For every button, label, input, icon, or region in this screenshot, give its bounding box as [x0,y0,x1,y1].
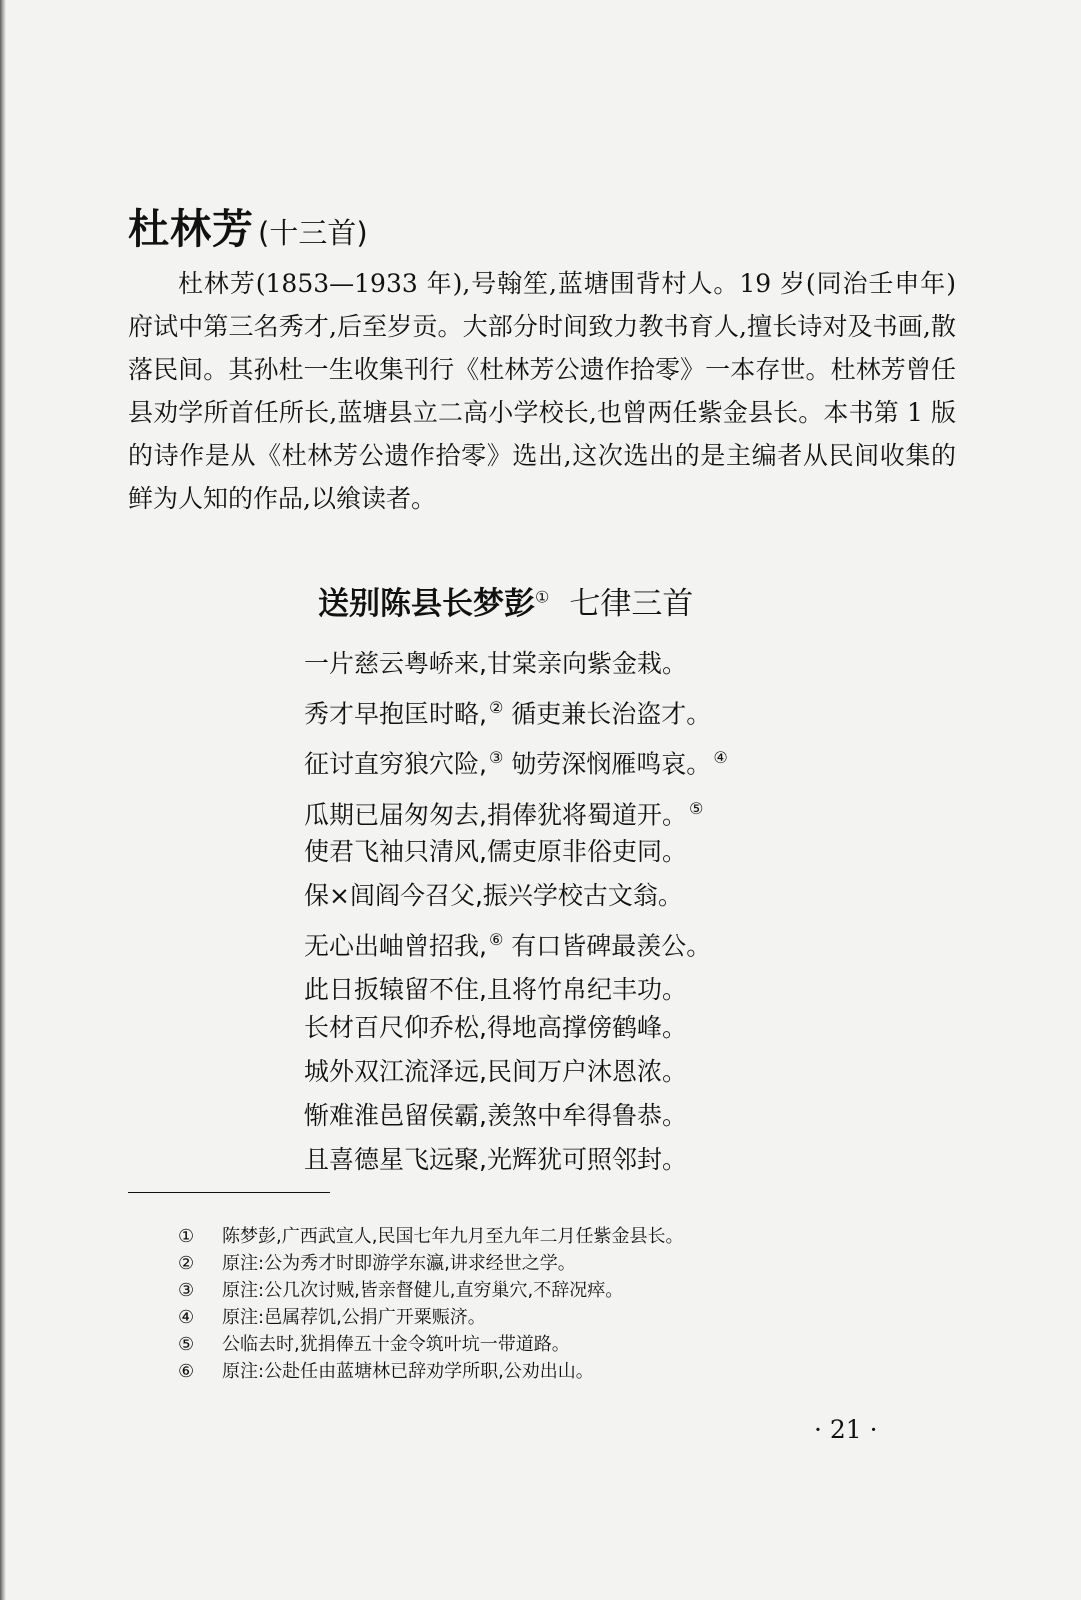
verse-second-half: 羡煞中牟得鲁恭。 [486,1101,687,1130]
verse-first-half: 且喜德星飞远聚, [304,1145,487,1174]
verse-first-half: 使君飞袖只清风, [304,837,487,866]
poem-line [304,1050,924,1094]
footnote-text: 公临去时,犹捐俸五十金令筑叶坑一带道路。 [222,1334,570,1355]
poem-form: 七律三首 [569,586,694,622]
verse-second-half: 儒吏原非俗吏同。 [486,837,687,866]
footnote-text: 原注:公赴任由蓝塘林已辞劝学所职,公劝出山。 [222,1361,594,1382]
verse-second-half: 民间万户沐恩浓。 [486,1057,687,1086]
footnote-mark: ③ [178,1280,195,1301]
poem-line [304,1138,924,1182]
footnote-item [178,1331,898,1358]
verse-first-half: 长材百尺仰乔松, [304,1013,487,1042]
verse-second-half: 振兴学校古文翁。 [482,881,683,910]
verse-second-half: 有口皆碑最羡公。 [511,931,712,961]
poem-line [304,686,924,736]
footnote-item [178,1358,898,1385]
poem-stanza-2 [304,830,924,1012]
verse-first-half: 秀才早抱匡时略, [304,699,487,729]
footnotes [178,1223,898,1385]
footnote-mark: ④ [178,1307,195,1328]
poem-line [304,1006,924,1050]
footnote-ref-4[interactable]: ④ [713,748,728,768]
poem-title [318,578,693,623]
footnote-text: 陈梦彭,广西武宣人,民国七年九月至九年二月任紫金县长。 [222,1226,684,1247]
poem-stanza-3 [304,1006,924,1182]
section-heading [128,196,368,255]
poem-line [304,830,924,874]
poem-count: (十三首) [258,216,368,250]
footnote-ref-1[interactable]: ① [535,587,550,607]
poem-line [304,874,924,918]
poem-line [304,736,924,786]
poem-stanza-1 [304,642,924,837]
footnote-item [178,1277,898,1304]
verse-first-half: 一片慈云粤峤来, [304,649,487,678]
footnote-item [178,1304,898,1331]
footnote-item [178,1223,898,1250]
poem-line [304,1094,924,1138]
page-number: · 21 · [814,1415,878,1444]
footnote-mark: ⑥ [178,1361,195,1382]
verse-first-half: 惭难淮邑留侯霸, [304,1101,487,1130]
verse-second-half: 且将竹帛纪丰功。 [486,975,687,1005]
verse-second-half: 光辉犹可照邻封。 [486,1145,687,1174]
verse-second-half: 循吏兼长治盗才。 [511,699,712,729]
verse-first-half: 无心出岫曾招我, [304,931,487,961]
poem-line [304,918,924,968]
verse-second-half: 劬劳深悯雁鸣哀。 [511,749,712,779]
verse-second-half: 得地高撑傍鹤峰。 [486,1013,687,1042]
footnote-text: 原注:邑属荐饥,公捐广开粟赈济。 [222,1307,486,1328]
footnote-mark: ⑤ [178,1334,195,1355]
footnote-mark: ② [178,1253,195,1274]
page-binding-edge [0,0,6,1600]
footnote-item [178,1250,898,1277]
footnote-ref-2[interactable]: ② [488,698,504,717]
footnote-text: 原注:公几次讨贼,皆亲督健儿,直穷巢穴,不辞况瘁。 [222,1280,624,1301]
author-biography: 杜林芳(1853—1933 年),号翰笙,蓝塘围背村人。19 岁(同治壬申年)府试中第三名秀才,后至岁贡。大部分时间致力教书育人,擅长诗对及书画,散落民间。其孙杜一生收集刊行《杜林芳公遗作拾零》一本存世。杜林芳曾任县劝学所首任所长,蓝塘县立二高小学校长,也曾两任紫金县长。本书第 1 版的诗作是从《杜林芳公遗作拾零》选出,这次选出的是主编者从民间收集的鲜为人知的作品,以飨读者。 [128,269,956,513]
verse-first-half: 保×闾阎今召父, [304,881,483,910]
verse-first-half: 此日扳辕留不住, [304,975,487,1005]
footnote-ref-5[interactable]: ⑤ [688,798,704,818]
footnote-separator [128,1192,330,1193]
verse-second-half: 甘棠亲向紫金栽。 [486,649,687,678]
footnote-ref-3[interactable]: ③ [488,748,504,768]
footnote-mark: ① [178,1226,195,1247]
poem-title-text: 送别陈县长梦彭 [318,586,535,622]
footnote-ref-6[interactable]: ⑥ [488,930,504,949]
footnote-text: 原注:公为秀才时即游学东瀛,讲求经世之学。 [222,1253,576,1274]
poem-line [304,642,924,686]
verse-first-half: 城外双江流泽远, [304,1057,487,1086]
verse-first-half: 征讨直穷狼穴险, [304,749,487,779]
verse-first-half: 瓜期已届匆匆去, [304,799,487,829]
author-name: 杜林芳 [128,205,254,253]
verse-second-half: 捐俸犹将蜀道开。 [486,799,687,829]
